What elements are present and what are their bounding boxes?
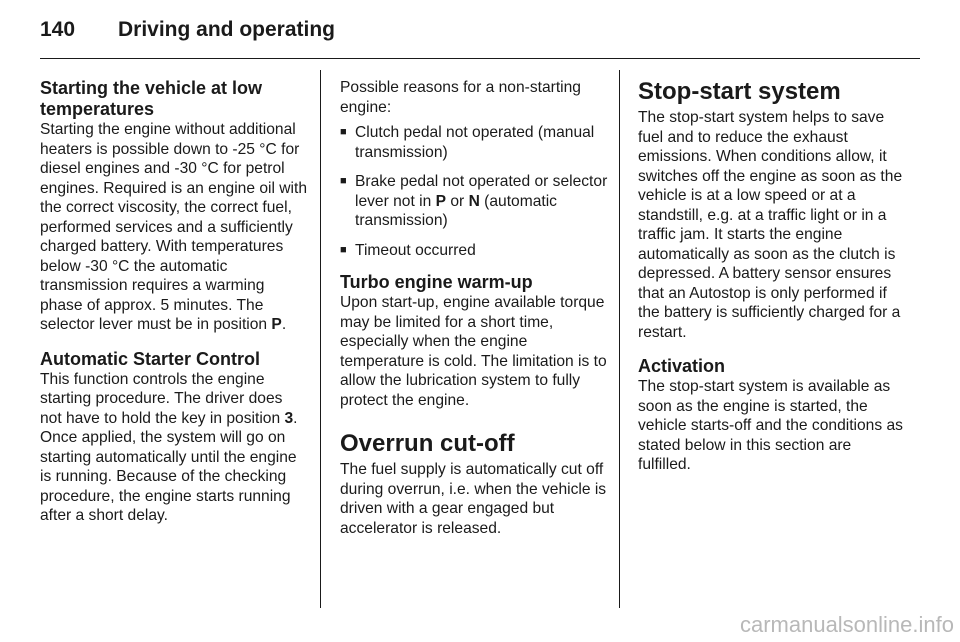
overrun-heading: Overrun cut-off — [340, 430, 515, 457]
bullet-icon: ■ — [340, 243, 347, 256]
activation-text: The stop-start system is available as soon as the engine is started, the vehicle starts-off and the conditions as stated below in this section are fulfilled. — [638, 378, 903, 473]
overrun-text: The fuel supply is automatically cut off during overrun, i.e. when the vehicle is driven with a gear engaged but accelerator is released. — [340, 461, 607, 537]
page-number: 140 — [40, 18, 76, 41]
stop-start-text: The stop-start system helps to save fuel and to reduce the exhaust emissions. When conditions allow, it switches off the engine as soon as the vehicle is at a low speed or at a standstill, e.g. at a traffic light or in a traffic jam. It starts the engine automatically as soon as the clutch is depressed. A battery sensor ensures that an Autostop is only performed if the battery is sufficiently charged for a restart. — [638, 109, 903, 341]
reasons-list — [340, 123, 610, 260]
bullet-icon: ■ — [340, 175, 347, 187]
turbo-text: Upon start-up, engine available torque may be limited for a short time, especially when the engine temperature is cold. The limitation is to allow the lubrication system to fully protect the engine. — [340, 294, 607, 409]
header-divider — [40, 58, 920, 59]
list-item: ■ Timeout occurred — [340, 241, 476, 259]
column-middle — [340, 78, 610, 538]
cold-start-heading: Starting the vehicle at low temperatures — [40, 78, 263, 119]
turbo-heading: Turbo engine warm-up — [340, 272, 533, 292]
list-item: ■ Clutch pedal not operated (manual transmission) — [340, 124, 595, 161]
cold-start-text: Starting the engine without additional heaters is possible down to -25 °C for diesel engines and -30 °C for petrol engines. Required is an engine oil with the correct viscosity, the correct fuel, performed services and a sufficiently charged battery. With temperatures below -30 °C the automatic transmission requires a warming phase of approx. 5 minutes. The selector lever must be in position P. — [40, 121, 307, 333]
list-item: ■ Brake pedal not operated or selector lever not in P or N (automatic transmission) — [340, 173, 608, 229]
column-divider-1 — [320, 70, 321, 608]
key-position-label: 3 — [284, 409, 294, 427]
asc-heading: Automatic Starter Control — [40, 348, 261, 369]
asc-text: This function controls the engine starting procedure. The driver does not have to hold the key in position 3. Once applied, the system will go on starting automatically until the engine is running. Because of the checking procedure, the engine starts running after a short delay. — [40, 370, 298, 524]
section-title: Driving and operating — [118, 18, 336, 41]
column-divider-2 — [619, 70, 620, 608]
column-right — [638, 78, 908, 475]
stop-start-heading: Stop-start system — [638, 78, 841, 105]
page-header — [40, 16, 920, 52]
watermark-text: carmanualsonline.info — [739, 612, 954, 637]
activation-heading: Activation — [638, 356, 726, 376]
reasons-intro: Possible reasons for a non-starting engine: — [340, 79, 581, 116]
bullet-icon: ■ — [340, 126, 347, 138]
position-p-label: P — [271, 316, 282, 333]
column-left — [40, 78, 308, 526]
